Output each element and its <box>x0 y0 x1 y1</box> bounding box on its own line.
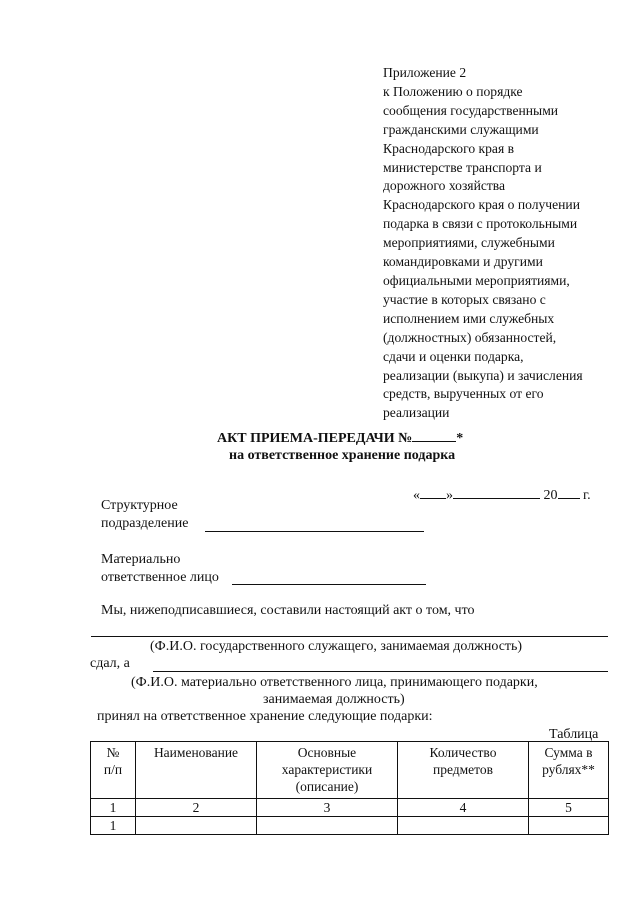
appendix-line: Приложение 2 <box>383 65 467 80</box>
header-characteristics-line: (описание) <box>295 779 359 794</box>
gifts-table <box>90 741 609 835</box>
table-cell: 2 <box>136 799 257 817</box>
act-title <box>217 427 463 447</box>
receiver-name-line[interactable] <box>153 671 608 672</box>
header-number <box>91 742 136 799</box>
appendix-line: официальными мероприятиями, <box>383 272 570 288</box>
header-number-line: п/п <box>103 762 123 777</box>
table-cell[interactable] <box>257 817 398 835</box>
act-title-star: * <box>456 431 464 446</box>
table-cell: 1 <box>91 817 136 835</box>
header-name <box>136 742 257 799</box>
appendix-line: Краснодарского края в <box>383 140 515 156</box>
structural-label-2: подразделение <box>101 516 189 531</box>
appendix-line: участие в которых связано с <box>383 291 546 307</box>
appendix-line: гражданскими служащими <box>383 121 539 137</box>
date-line <box>413 484 591 504</box>
date-year-suffix: г. <box>583 488 591 503</box>
act-number-blank[interactable] <box>412 427 456 442</box>
structural-field-line[interactable] <box>205 531 424 532</box>
receiver-caption-2: занимаемая должность) <box>263 692 405 707</box>
appendix-line: исполнением ими служебных <box>383 310 555 326</box>
receiver-caption-1: (Ф.И.О. материально ответственного лица, принимающего подарки, <box>131 675 538 690</box>
header-sum-line: рублях** <box>542 762 595 777</box>
date-year-blank[interactable] <box>558 484 580 499</box>
date-open-quote: « <box>413 488 420 503</box>
header-characteristics <box>257 742 398 799</box>
header-sum <box>529 742 609 799</box>
date-close-quote: » <box>446 488 453 503</box>
appendix-block <box>383 64 583 423</box>
header-quantity-line: предметов <box>432 762 494 777</box>
header-characteristics-line: Основные <box>297 745 357 760</box>
table-cell: 1 <box>91 799 136 817</box>
responsible-label-1: Материально <box>101 552 181 567</box>
appendix-line: сообщения государственными <box>383 102 559 118</box>
appendix-line: к Положению о порядке <box>383 83 523 99</box>
appendix-line: министерстве транспорта и <box>383 159 542 175</box>
table-label: Таблица <box>549 727 599 742</box>
header-number-line: № <box>106 745 120 760</box>
structural-label-1: Структурное <box>101 498 178 513</box>
appendix-line: сдачи и оценки подарка, <box>383 348 524 364</box>
table-cell[interactable] <box>136 817 257 835</box>
act-subtitle: на ответственное хранение подарка <box>229 448 456 463</box>
date-month-blank[interactable] <box>453 484 540 499</box>
act-title-text: АКТ ПРИЕМА-ПЕРЕДАЧИ № <box>217 431 413 446</box>
table-cell: 3 <box>257 799 398 817</box>
table-number-row <box>91 799 609 817</box>
appendix-line: командировками и другими <box>383 254 543 270</box>
appendix-line: подарка в связи с протокольными <box>383 216 578 232</box>
header-sum-line: Сумма в <box>544 745 593 760</box>
appendix-line: (должностных) обязанностей, <box>383 329 557 345</box>
table-header-row <box>91 742 609 799</box>
table-cell[interactable] <box>398 817 529 835</box>
appendix-line: дорожного хозяйства <box>383 178 506 194</box>
appendix-line: средств, вырученных от его <box>383 386 544 402</box>
appendix-line: реализации <box>383 405 450 421</box>
appendix-line: мероприятиями, служебными <box>383 235 555 251</box>
date-year-prefix: 20 <box>543 488 558 503</box>
table-cell: 5 <box>529 799 609 817</box>
official-name-line[interactable] <box>91 636 608 637</box>
table-cell[interactable] <box>529 817 609 835</box>
date-day-blank[interactable] <box>420 484 446 499</box>
header-name-line: Наименование <box>153 745 239 760</box>
header-quantity-line: Количество <box>429 745 497 760</box>
responsible-label-2: ответственное лицо <box>101 570 219 585</box>
responsible-field-line[interactable] <box>232 584 426 585</box>
intro-text: Мы, нижеподписавшиеся, составили настоящий акт о том, что <box>101 603 475 618</box>
header-characteristics-line: характеристики <box>281 762 373 777</box>
appendix-line: реализации (выкупа) и зачисления <box>383 367 583 383</box>
table-cell: 4 <box>398 799 529 817</box>
accepted-text: принял на ответственное хранение следующие подарки: <box>97 709 433 724</box>
appendix-line: Краснодарского края о получении <box>383 197 580 213</box>
official-caption: (Ф.И.О. государственного служащего, занимаемая должность) <box>150 639 523 654</box>
handed-text: сдал, а <box>90 656 130 671</box>
table-row <box>91 817 609 835</box>
header-quantity <box>398 742 529 799</box>
